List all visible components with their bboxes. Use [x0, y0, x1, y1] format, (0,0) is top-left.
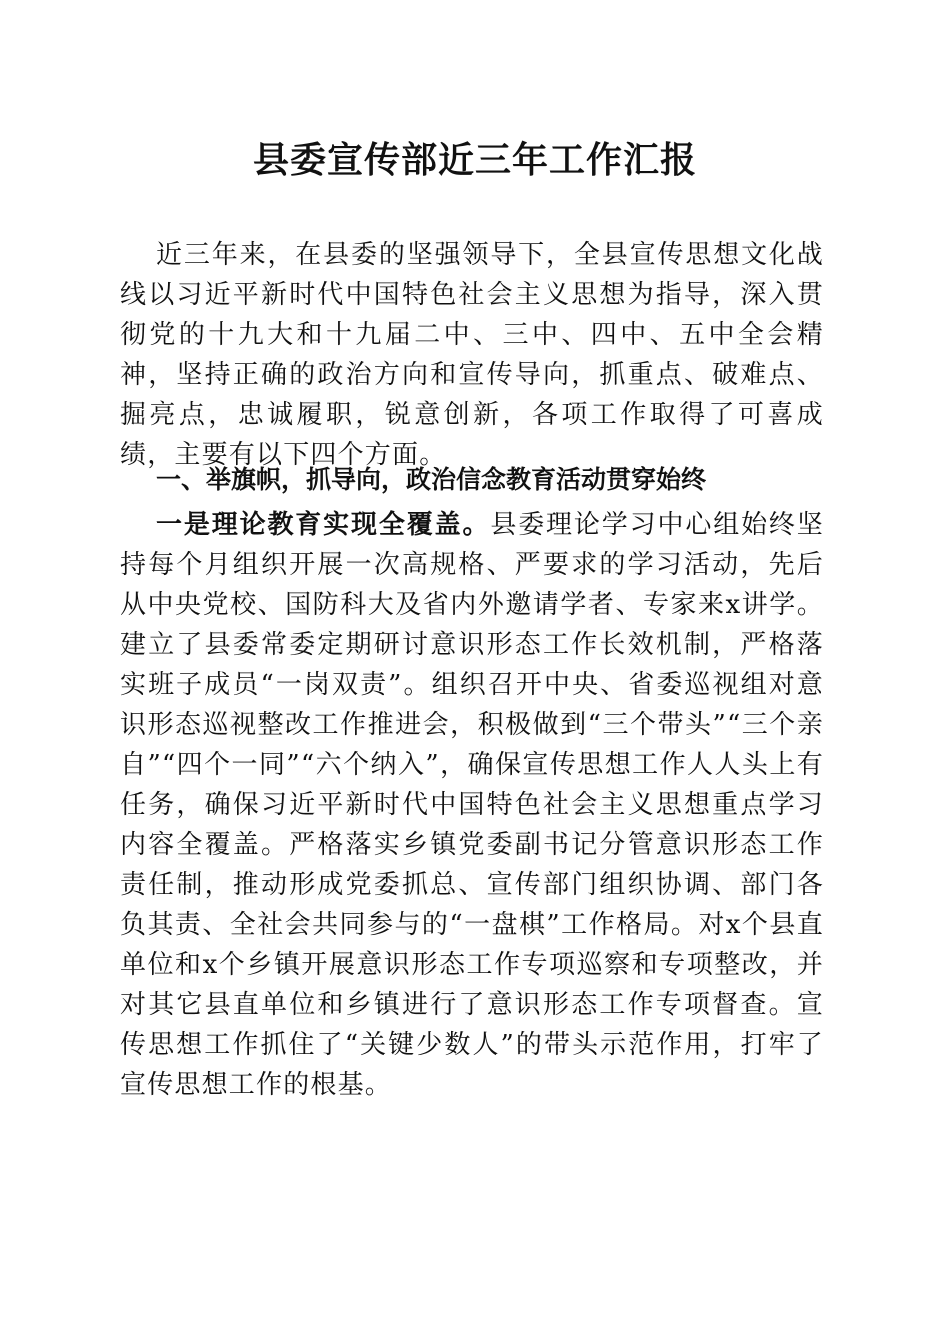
section-paragraph — [120, 505, 824, 1105]
paragraph-lead: 一是理论教育实现全覆盖。 — [156, 510, 491, 540]
intro-paragraph: 近三年来，在县委的坚强领导下，全县宣传思想文化战线以习近平新时代中国特色社会主义思想为指导，深入贯彻党的十九大和十九届二中、三中、四中、五中全会精神，坚持正确的政治方向和宣传导向，抓重点、破难点、掘亮点，忠诚履职，锐意创新，各项工作取得了可喜成绩，主要有以下四个方面。 — [120, 240, 824, 470]
document-title: 县委宣传部近三年工作汇报 — [252, 139, 697, 181]
paragraph-body: 县委理论学习中心组始终坚持每个月组织开展一次高规格、严要求的学习活动，先后从中央党校、国防科大及省内外邀请学者、专家来x讲学。建立了县委常委定期研讨意识形态工作长效机制，严格落实班子成员“一岗双责”。组织召开中央、省委巡视组对意识形态巡视整改工作推进会，积极做到“三个带头”“三个亲自”“四个一同”“六个纳入”，确保宣传思想工作人人头上有任务，确保习近平新时代中国特色社会主义思想重点学习内容全覆盖。严格落实乡镇党委副书记分管意识形态工作责任制，推动形成党委抓总、宣传部门组织协调、部门各负其责、全社会共同参与的“一盘棋”工作格局。对x个县直单位和x个乡镇开展意识形态工作专项巡察和专项整改，并对其它县直单位和乡镇进行了意识形态工作专项督查。宣传思想工作抓住了“关键少数人”的带头示范作用，打牢了宣传思想工作的根基。 — [120, 510, 824, 1100]
section-heading: 一、举旗帜，抓导向，政治信念教育活动贯穿始终 — [156, 465, 707, 494]
